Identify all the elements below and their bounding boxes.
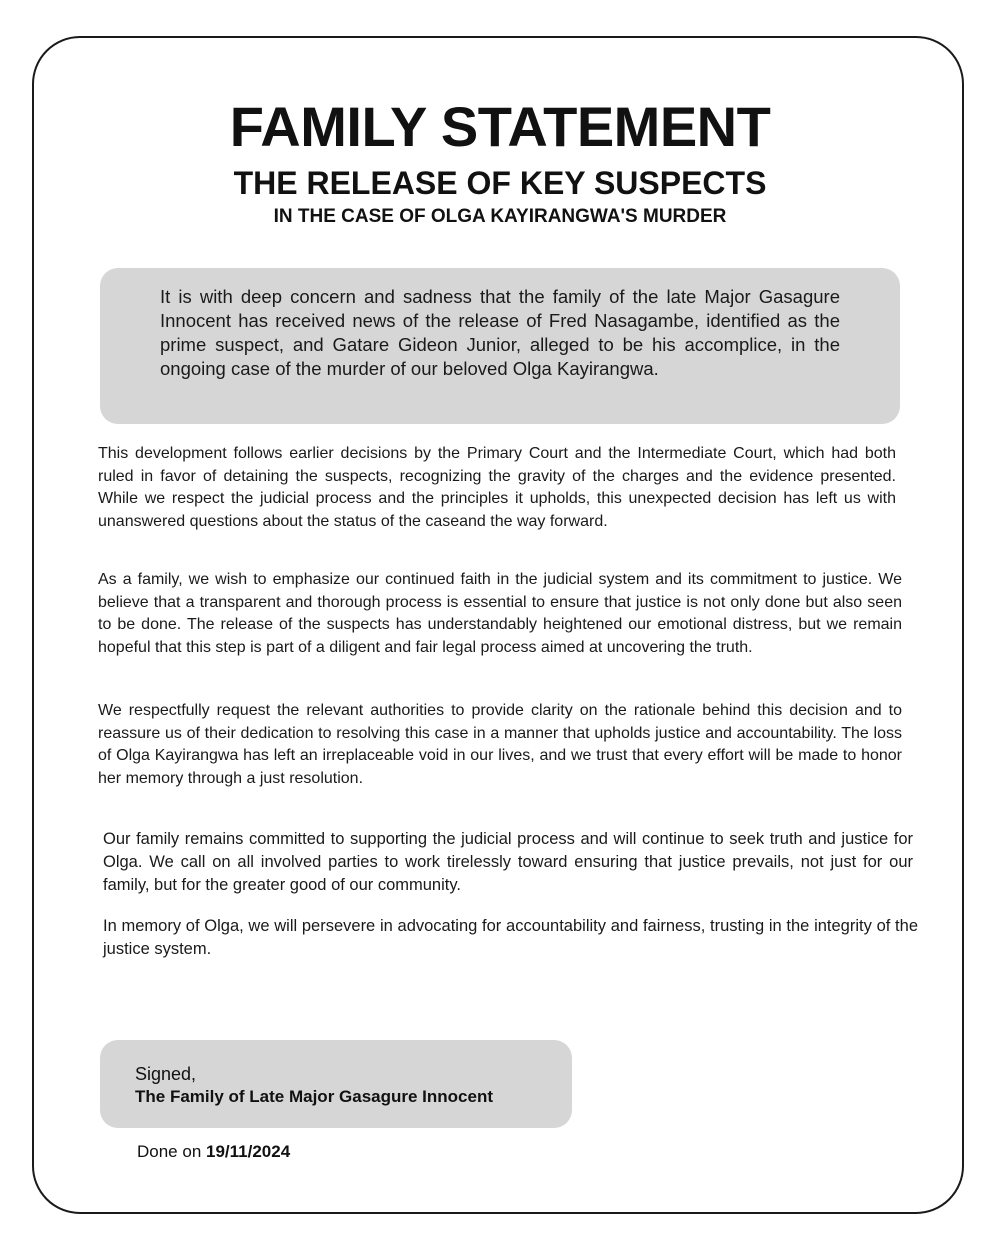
statement-subtitle: THE RELEASE OF KEY SUSPECTS bbox=[233, 165, 767, 201]
body-paragraph: We respectfully request the relevant authorities to provide clarity on the rationale behind this decision and to reassure us of their dedication to resolving this case in a manner that upholds justice and accountability. The loss of Olga Kayirangwa has left an irreplaceable void in our lives, and we trust that every effort will be made to honor her memory through a just resolution. bbox=[98, 702, 902, 787]
body-paragraph: In memory of Olga, we will persevere in advocating for accountability and fairness, trusting in the integrity of the justice system. bbox=[103, 917, 918, 958]
body-paragraph: This development follows earlier decisions by the Primary Court and the Intermediate Court, which had both ruled in favor of detaining the suspects, recognizing the gravity of the charges and the evidence presented. While we respect the judicial process and the principles it upholds, this unexpected decision has left us with unanswered questions about the status of the caseand the way forward. bbox=[98, 445, 896, 530]
done-date: 19/11/2024 bbox=[206, 1142, 291, 1161]
done-on-line bbox=[137, 1140, 290, 1164]
statement-case-line: IN THE CASE OF OLGA KAYIRANGWA'S MURDER bbox=[273, 206, 727, 227]
body-paragraph: Our family remains committed to supporting the judicial process and will continue to seek truth and justice for Olga. We call on all involved parties to work tirelessly toward ensuring that justice prevails, not just for our family, but for the greater good of our community. bbox=[103, 830, 913, 894]
signatory-name: The Family of Late Major Gasagure Innocent bbox=[135, 1087, 494, 1106]
signed-label: Signed, bbox=[135, 1064, 197, 1084]
body-paragraph: As a family, we wish to emphasize our continued faith in the judicial system and its commitment to justice. We believe that a transparent and thorough process is essential to ensure that justice is not only done but also seen to be done. The release of the suspects has understandably heightened our emotional distress, but we remain hopeful that this step is part of a diligent and fair legal process aimed at uncovering the truth. bbox=[98, 571, 902, 656]
intro-paragraph: It is with deep concern and sadness that the family of the late Major Gasagure Innocent has received news of the release of Fred Nasagambe, identified as the prime suspect, and Gatare Gideon Junior, alleged to be his accomplice, in the ongoing case of the murder of our beloved Olga Kayirangwa. bbox=[160, 286, 840, 379]
statement-title: FAMILY STATEMENT bbox=[229, 95, 771, 158]
done-on-label: Done on bbox=[137, 1142, 202, 1161]
